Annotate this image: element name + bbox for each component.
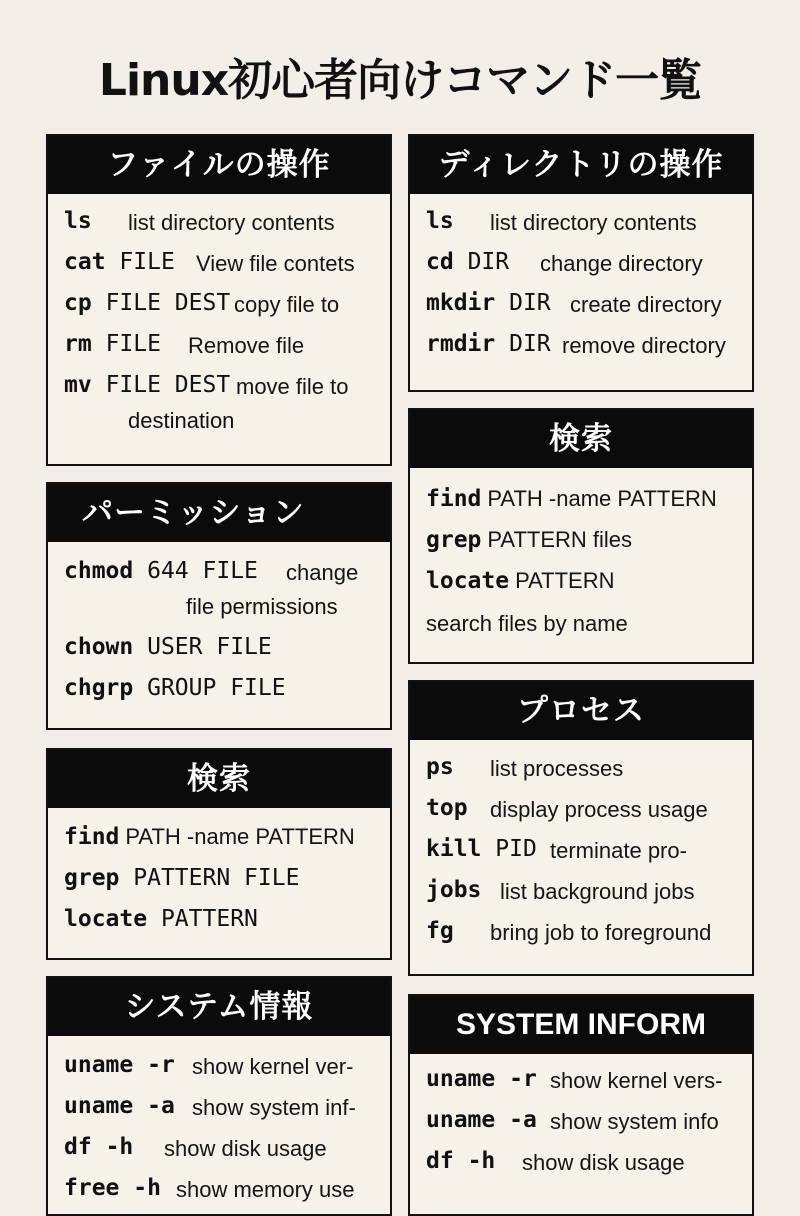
command-args: PID — [495, 836, 537, 862]
command-name: chgrp — [64, 675, 134, 701]
command-name: ps — [426, 754, 454, 780]
command-args: DIR — [467, 249, 510, 275]
command-args: PATTERN — [160, 906, 258, 932]
process-heading: プロセス — [410, 682, 752, 740]
command-row — [64, 208, 376, 249]
permissions-card — [46, 482, 392, 730]
command-name: kill — [426, 836, 482, 862]
command-row — [426, 208, 738, 249]
directory-operations-card — [408, 134, 754, 392]
description-continuation: destination — [128, 408, 235, 433]
command-description: View file contets — [196, 251, 355, 276]
command-name: uname — [426, 1107, 496, 1133]
command-args: -a — [509, 1107, 537, 1133]
command-row — [64, 675, 376, 716]
command-description: search files by name — [426, 611, 628, 636]
command-name: find — [426, 486, 482, 512]
command-row — [426, 1107, 738, 1148]
command-description: show system inf- — [192, 1095, 356, 1120]
command-args: GROUP FILE — [147, 675, 286, 701]
command-name: rmdir — [426, 331, 496, 357]
command-description: change — [286, 560, 359, 585]
command-description: show kernel vers- — [550, 1068, 723, 1093]
command-row — [64, 1093, 376, 1134]
search-note — [426, 609, 738, 650]
file-operations-card — [46, 134, 392, 466]
command-name: top — [426, 795, 468, 821]
command-args: -a — [147, 1093, 175, 1119]
command-args: PATH -name PATTERN — [487, 486, 717, 511]
command-name: cat — [64, 249, 106, 275]
command-name: grep — [426, 527, 482, 553]
command-description: list background jobs — [500, 879, 695, 904]
command-name: free — [64, 1175, 120, 1201]
command-args: -r — [509, 1066, 537, 1092]
command-args: PATTERN FILE — [133, 865, 300, 891]
command-row — [64, 634, 376, 675]
command-description: list directory contents — [490, 210, 697, 235]
permissions-heading: パーミッション — [48, 484, 390, 542]
search-heading: 検索 — [410, 410, 752, 468]
command-args: DIR — [509, 331, 551, 357]
command-row — [64, 824, 376, 865]
file-operations-heading: ファイルの操作 — [48, 136, 390, 194]
command-description: show kernel ver- — [192, 1054, 354, 1079]
command-row — [426, 486, 738, 527]
command-description: remove directory — [562, 333, 726, 358]
command-name: jobs — [426, 877, 482, 903]
command-row — [64, 1052, 376, 1093]
command-description: change directory — [540, 251, 703, 276]
command-args: PATTERN — [515, 568, 615, 593]
command-description: show system info — [550, 1109, 719, 1134]
command-args: -h — [105, 1134, 134, 1160]
command-row — [426, 527, 738, 568]
command-args: PATH -name PATTERN — [125, 824, 355, 849]
command-description: show disk usage — [522, 1150, 685, 1175]
description-continuation: file permissions — [186, 594, 338, 619]
command-row — [426, 754, 738, 795]
command-args: -h — [133, 1175, 161, 1201]
command-args: FILE — [105, 331, 161, 357]
system-info-heading: SYSTEM INFORM — [410, 996, 752, 1054]
command-description: display process usage — [490, 797, 708, 822]
command-name: chmod — [64, 558, 134, 584]
command-row — [426, 331, 738, 372]
command-name: chown — [64, 634, 134, 660]
command-name: df — [426, 1148, 454, 1174]
search-heading: 検索 — [48, 750, 390, 808]
command-name: uname — [64, 1093, 134, 1119]
search-card-right — [408, 408, 754, 664]
command-args: PATTERN files — [487, 527, 633, 552]
command-row — [426, 1148, 738, 1189]
command-name: df — [64, 1134, 92, 1160]
process-card — [408, 680, 754, 976]
system-info-card-en — [408, 994, 754, 1216]
command-args: USER FILE — [147, 634, 272, 660]
command-name: mkdir — [426, 290, 496, 316]
command-row — [426, 1066, 738, 1107]
command-name: ls — [426, 208, 454, 234]
command-name: locate — [64, 906, 148, 932]
command-row — [426, 918, 738, 959]
command-args: FILE DEST — [105, 290, 231, 316]
command-name: locate — [426, 568, 510, 594]
command-row — [426, 249, 738, 290]
command-description: Remove file — [188, 333, 305, 358]
command-name: uname — [64, 1052, 134, 1078]
command-row — [426, 836, 738, 877]
command-row — [426, 568, 738, 609]
command-args: -h — [467, 1148, 496, 1174]
command-args: DIR — [509, 290, 551, 316]
system-info-heading: システム情報 — [48, 978, 390, 1036]
command-name: uname — [426, 1066, 496, 1092]
command-name: ls — [64, 208, 92, 234]
system-info-card-jp — [46, 976, 392, 1216]
command-description: move file to — [236, 374, 349, 399]
command-row — [64, 906, 376, 947]
command-description: terminate pro- — [550, 838, 687, 863]
command-name: cd — [426, 249, 454, 275]
command-description: show disk usage — [164, 1136, 327, 1161]
command-name: grep — [64, 865, 120, 891]
command-row — [64, 558, 376, 594]
command-row — [64, 372, 376, 408]
command-row — [64, 331, 376, 372]
command-description: create directory — [570, 292, 722, 317]
search-card-left — [46, 748, 392, 960]
command-name: fg — [426, 918, 454, 944]
command-args: 644 FILE — [147, 558, 258, 584]
command-description: show memory use — [176, 1177, 355, 1202]
command-row — [426, 877, 738, 918]
command-args: -r — [147, 1052, 175, 1078]
page-title: Linux初心者向けコマンド一覧 — [98, 55, 702, 106]
command-row — [64, 290, 376, 331]
command-args: FILE — [119, 249, 175, 275]
command-row — [426, 290, 738, 331]
command-name: find — [64, 824, 120, 850]
command-row — [426, 795, 738, 836]
command-name: rm — [64, 331, 92, 357]
command-row — [64, 865, 376, 906]
command-args: FILE DEST — [105, 372, 231, 398]
command-description: list processes — [490, 756, 624, 781]
directory-operations-heading: ディレクトリの操作 — [410, 136, 752, 194]
command-description: list directory contents — [128, 210, 335, 235]
command-row — [64, 1175, 376, 1216]
command-row — [64, 1134, 376, 1175]
command-name: mv — [64, 372, 92, 398]
command-description: bring job to foreground — [490, 920, 712, 945]
command-description: copy file to — [234, 292, 340, 317]
command-row — [64, 249, 376, 290]
command-name: cp — [64, 290, 92, 316]
